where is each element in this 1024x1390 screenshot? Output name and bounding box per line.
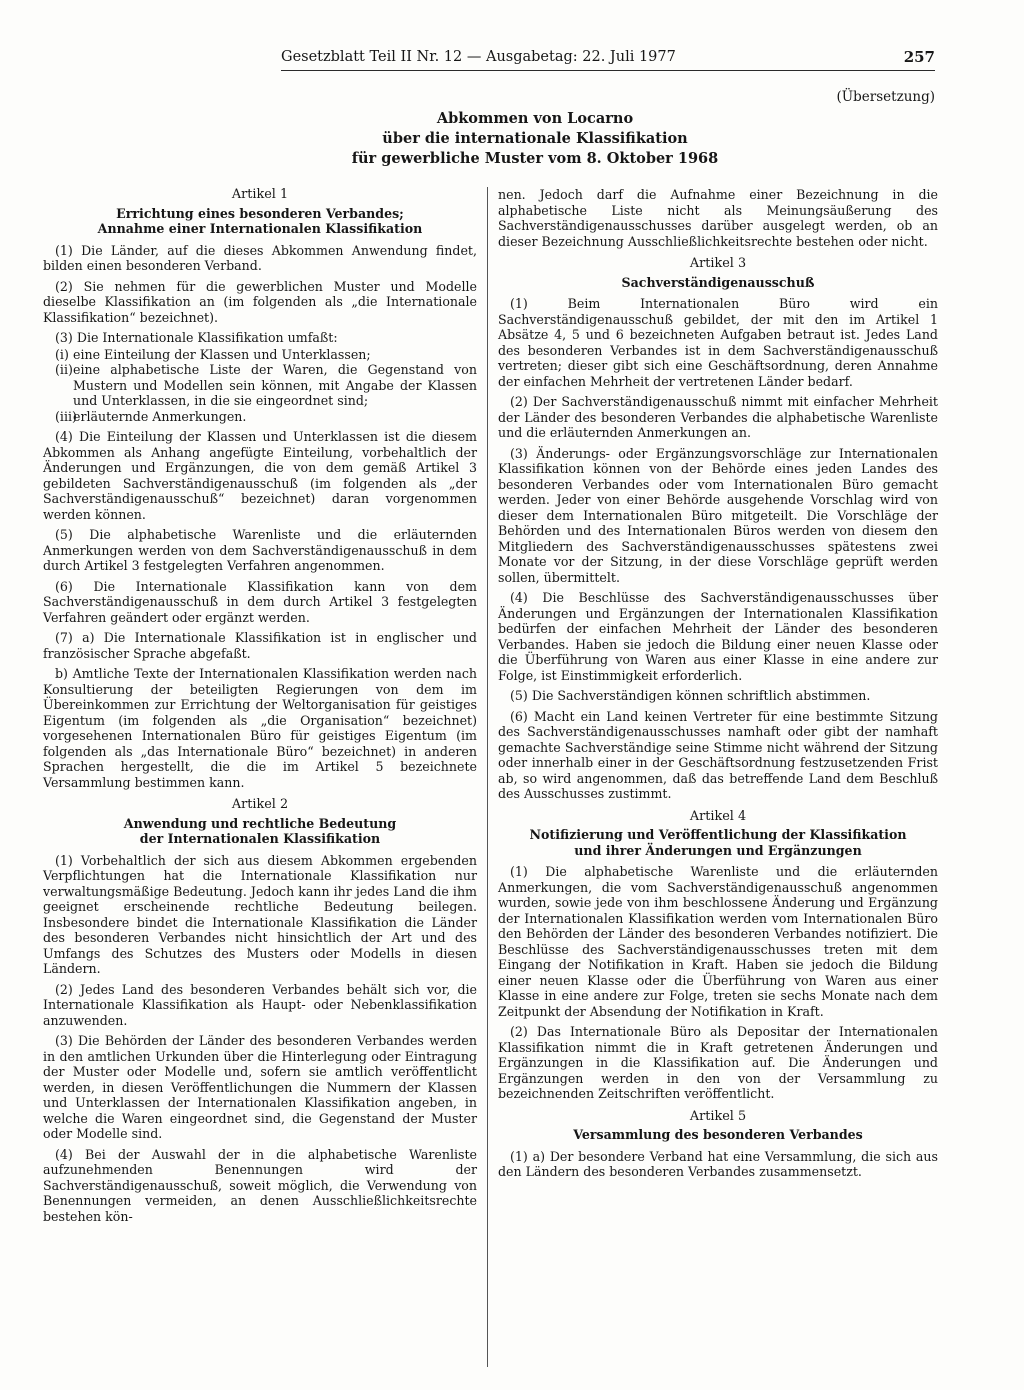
list-item-text: eine alphabetische Liste der Waren, die Gegenstand von Mustern und Modellen sein können, mit Angabe der Klassen und Unterklassen, in die sie eingeordnet sind; [73,362,477,408]
article-label: Artikel 4 [689,808,747,824]
article-heading-line: Sachverständigenausschuß [621,274,815,290]
translation-note: (Übersetzung) [836,89,935,105]
paragraph: (1) a) Der besondere Verband hat eine Versammlung, die sich aus den Ländern des besonderen Verbandes zusammensetzt. [498,1148,938,1179]
document-title [300,109,770,169]
paragraph: (3) Änderungs- oder Ergänzungsvorschläge zur Internationalen Klassifikation können von der Behörde eines jeden Landes des besonderen Verbandes oder vom Internationalen Büro gemacht werden. Jeder von einer Behörde ausgehende Vorschlag wird von dieser dem Internationalen Büro mitgeteilt. Die Vorschläge der Behörden und des Internationalen Büros werden von diesem den Mitgliedern des Sachverständigenausschusses spätestens zwei Monate vor der Sitzung, in der diese Vorschläge geprüft werden sollen, übermittelt. [498,445,938,585]
article-heading [498,275,938,291]
paragraph: (6) Die Internationale Klassifikation kann von dem Sachverständigenausschuß in dem durch Artikel 3 festgelegten Verfahren geändert oder ergänzt werden. [43,578,477,625]
paragraph: (2) Das Internationale Büro als Depositar der Internationalen Klassifikation nimmt die in Kraft getretenen Änderungen und Ergänzungen in die Klassifikation auf. Die Änderungen und Ergänzungen werden in den von der Versammlung zu bezeichnenden Zeitschriften veröffentlicht. [498,1024,938,1101]
article-label: Artikel 2 [231,797,289,812]
article-heading-line: und ihrer Änderungen und Ergänzungen [574,842,862,858]
paragraph: (2) Sie nehmen für die gewerblichen Muster und Modelle dieselbe Klassifikation an (im folgenden als „die Internationale Klassifikation“ bezeichnet). [43,278,477,325]
list-item-text: eine Einteilung der Klassen und Unterklassen; [73,346,371,362]
page-number: 257 [903,48,935,66]
list-item-label: (iii) [55,408,77,424]
paragraph: (5) Die Sachverständigen können schriftlich abstimmen. [510,688,871,703]
paragraph: (7) a) Die Internationale Klassifikation ist in englischer und französischer Sprache abgefaßt. [43,630,477,661]
article-heading-line: Versammlung des besonderen Verbandes [573,1127,863,1142]
paragraph-continuation: nen. Jedoch darf die Aufnahme einer Bezeichnung in die alphabetische Liste nicht als Meinungsäußerung des Sachverständigenausschusses darüber ausgelegt werden, ob an dieser Bezeichnung Ausschließlichkeitsrechte bestehen oder nicht. [498,187,938,249]
article-label: Artikel 1 [231,187,289,202]
article-heading [43,206,477,237]
paragraph: (4) Die Einteilung der Klassen und Unterklassen ist die diesem Abkommen als Anhang angefügte Einteilung, vorbehaltlich der Änderungen und Ergänzungen, die von dem gemäß Artikel 3 gebildeten Sachverständigenausschuß (im folgenden als „der Sachverständigenausschuß“ bezeichnet) daran vorgenommen werden können. [43,429,477,522]
article-heading-line: Annahme einer Internationalen Klassifikation [97,221,423,236]
article-heading [43,816,477,847]
article-heading-line: der Internationalen Klassifikation [139,831,381,846]
running-title: Gesetzblatt Teil II Nr. 12 — Ausgabetag: 22. Juli 1977 [281,49,676,65]
list-item-label: (ii) [55,362,73,377]
paragraph: (3) Die Behörden der Länder des besonderen Verbandes werden in den amtlichen Urkunden über die Hinterlegung oder Eintragung der Muster oder Modelle und, sofern sie amtlich veröffentlicht werden, in diesen Veröffentlichungen die Nummern der Klassen und Unterklassen der Internationalen Klassifikation angeben, in welche die Waren eingeordnet sind, die Gegenstand der Muster oder Modelle sind. [43,1033,477,1141]
paragraph: (1) Beim Internationalen Büro wird ein Sachverständigenausschuß gebildet, der mit den im Artikel 1 Absätze 4, 5 und 6 bezeichneten Aufgaben betraut ist. Jedes Land des besonderen Verbandes ist in dem Sachverständigenausschuß vertreten; dieser gibt sich eine Geschäftsordnung, deren Annahme der einfachen Mehrheit der vertretenen Länder bedarf. [498,296,938,389]
classification-list [43,347,477,425]
paragraph: (2) Jedes Land des besonderen Verbandes behält sich vor, die Internationale Klassifikation als Haupt- oder Nebenklassifikation anzuwenden. [43,981,477,1028]
article-label: Artikel 3 [689,256,747,271]
right-column [498,187,938,1185]
list-item-text: erläuternde Anmerkungen. [73,408,247,424]
list-item [43,409,477,425]
article-heading [498,1127,938,1143]
paragraph: (1) Vorbehaltlich der sich aus diesem Abkommen ergebenden Verpflichtungen hat die Internationale Klassifikation nur verwaltungsmäßige Bedeutung. Jedoch kann ihr jedes Land die ihm geeignet erscheinende rechtliche Bedeutung beilegen. Insbesondere bindet die Internationale Klassifikation die Länder des besonderen Verbandes nicht hinsichtlich der Art und des Umfangs des Schutzes des Musters oder Modells in diesen Ländern. [43,852,477,976]
article-heading-line: Anwendung und rechtliche Bedeutung [123,815,397,831]
document-title-line: für gewerbliche Muster vom 8. Oktober 1968 [351,150,719,167]
document-title-line: über die internationale Klassifikation [382,130,688,147]
paragraph: (6) Macht ein Land keinen Vertreter für eine bestimmte Sitzung des Sachverständigenausschusses namhaft oder gibt der namhaft gemachte Sachverständige seine Stimme nicht während der Sitzung oder innerhalb einer in der Geschäftsordnung festzusetzenden Frist ab, so wird angenommen, daß das betreffende Land dem Beschluß des Ausschusses zustimmt. [498,708,938,801]
paragraph: (3) Die Internationale Klassifikation umfaßt: [55,330,338,345]
list-item [43,362,477,409]
page-header [281,46,935,71]
article-heading-line: Notifizierung und Veröffentlichung der Klassifikation [529,827,907,842]
paragraph: (4) Bei der Auswahl der in die alphabetische Warenliste aufzunehmenden Benennungen wird der Sachverständigenausschuß, soweit möglich, die Verwendung von Benennungen vermeiden, an denen Ausschließlichkeitsrechte bestehen kön- [43,1146,477,1224]
document-title-line: Abkommen von Locarno [436,110,634,127]
article-heading-line: Errichtung eines besonderen Verbandes; [116,205,404,221]
paragraph: (1) Die Länder, auf die dieses Abkommen Anwendung findet, bilden einen besonderen Verband. [43,242,477,273]
paragraph: b) Amtliche Texte der Internationalen Klassifikation werden nach Konsultierung der beteiligten Regierungen von dem im Übereinkommen zur Errichtung der Weltorganisation für geistiges Eigentum (im folgenden als „die Organisation“ bezeichnet) vorgesehenen Internationalen Büro für geistiges Eigentum (im folgenden als „das Internationale Büro“ bezeichnet) in anderen Sprachen hergestellt, die die im Artikel 5 bezeichnete Versammlung bestimmen kann. [43,666,477,790]
paragraph: (1) Die alphabetische Warenliste und die erläuternden Anmerkungen, die vom Sachverständigenausschuß angenommen wurden, sowie jede von ihm beschlossene Änderung und Ergänzung der Internationalen Klassifikation werden vom Internationalen Büro den Behörden der Länder des besonderen Verbandes notifiziert. Die Beschlüsse des Sachverständigenausschusses treten mit dem Eingang der Notifikation in Kraft. Haben sie jedoch die Bildung einer neuen Klasse oder die Überführung von Waren aus einer Klasse in eine andere zur Folge, treten sie sechs Monate nach dem Zeitpunkt der Absendung der Notifikation in Kraft. [498,864,938,1019]
paragraph: (2) Der Sachverständigenausschuß nimmt mit einfacher Mehrheit der Länder des besonderen Verbandes die alphabetische Warenliste und die erläuternden Anmerkungen an. [498,394,938,440]
paragraph: (5) Die alphabetische Warenliste und die erläuternden Anmerkungen werden von dem Sachverständigenausschuß in dem durch Artikel 3 festgelegten Verfahren angenommen. [43,527,477,573]
paragraph: (4) Die Beschlüsse des Sachverständigenausschusses über Änderungen und Ergänzungen der Internationalen Klassifikation bedürfen der einfachen Mehrheit der Länder des besonderen Verbandes. Haben sie jedoch die Bildung einer neuen Klasse oder die Überführung von Waren aus einer Klasse in eine andere zur Folge, ist Einstimmigkeit erforderlich. [498,590,938,683]
article-label: Artikel 5 [689,1108,747,1124]
article-heading [498,827,938,858]
left-column [43,187,488,1367]
list-item [43,347,477,363]
list-item-label: (i) [55,346,69,362]
